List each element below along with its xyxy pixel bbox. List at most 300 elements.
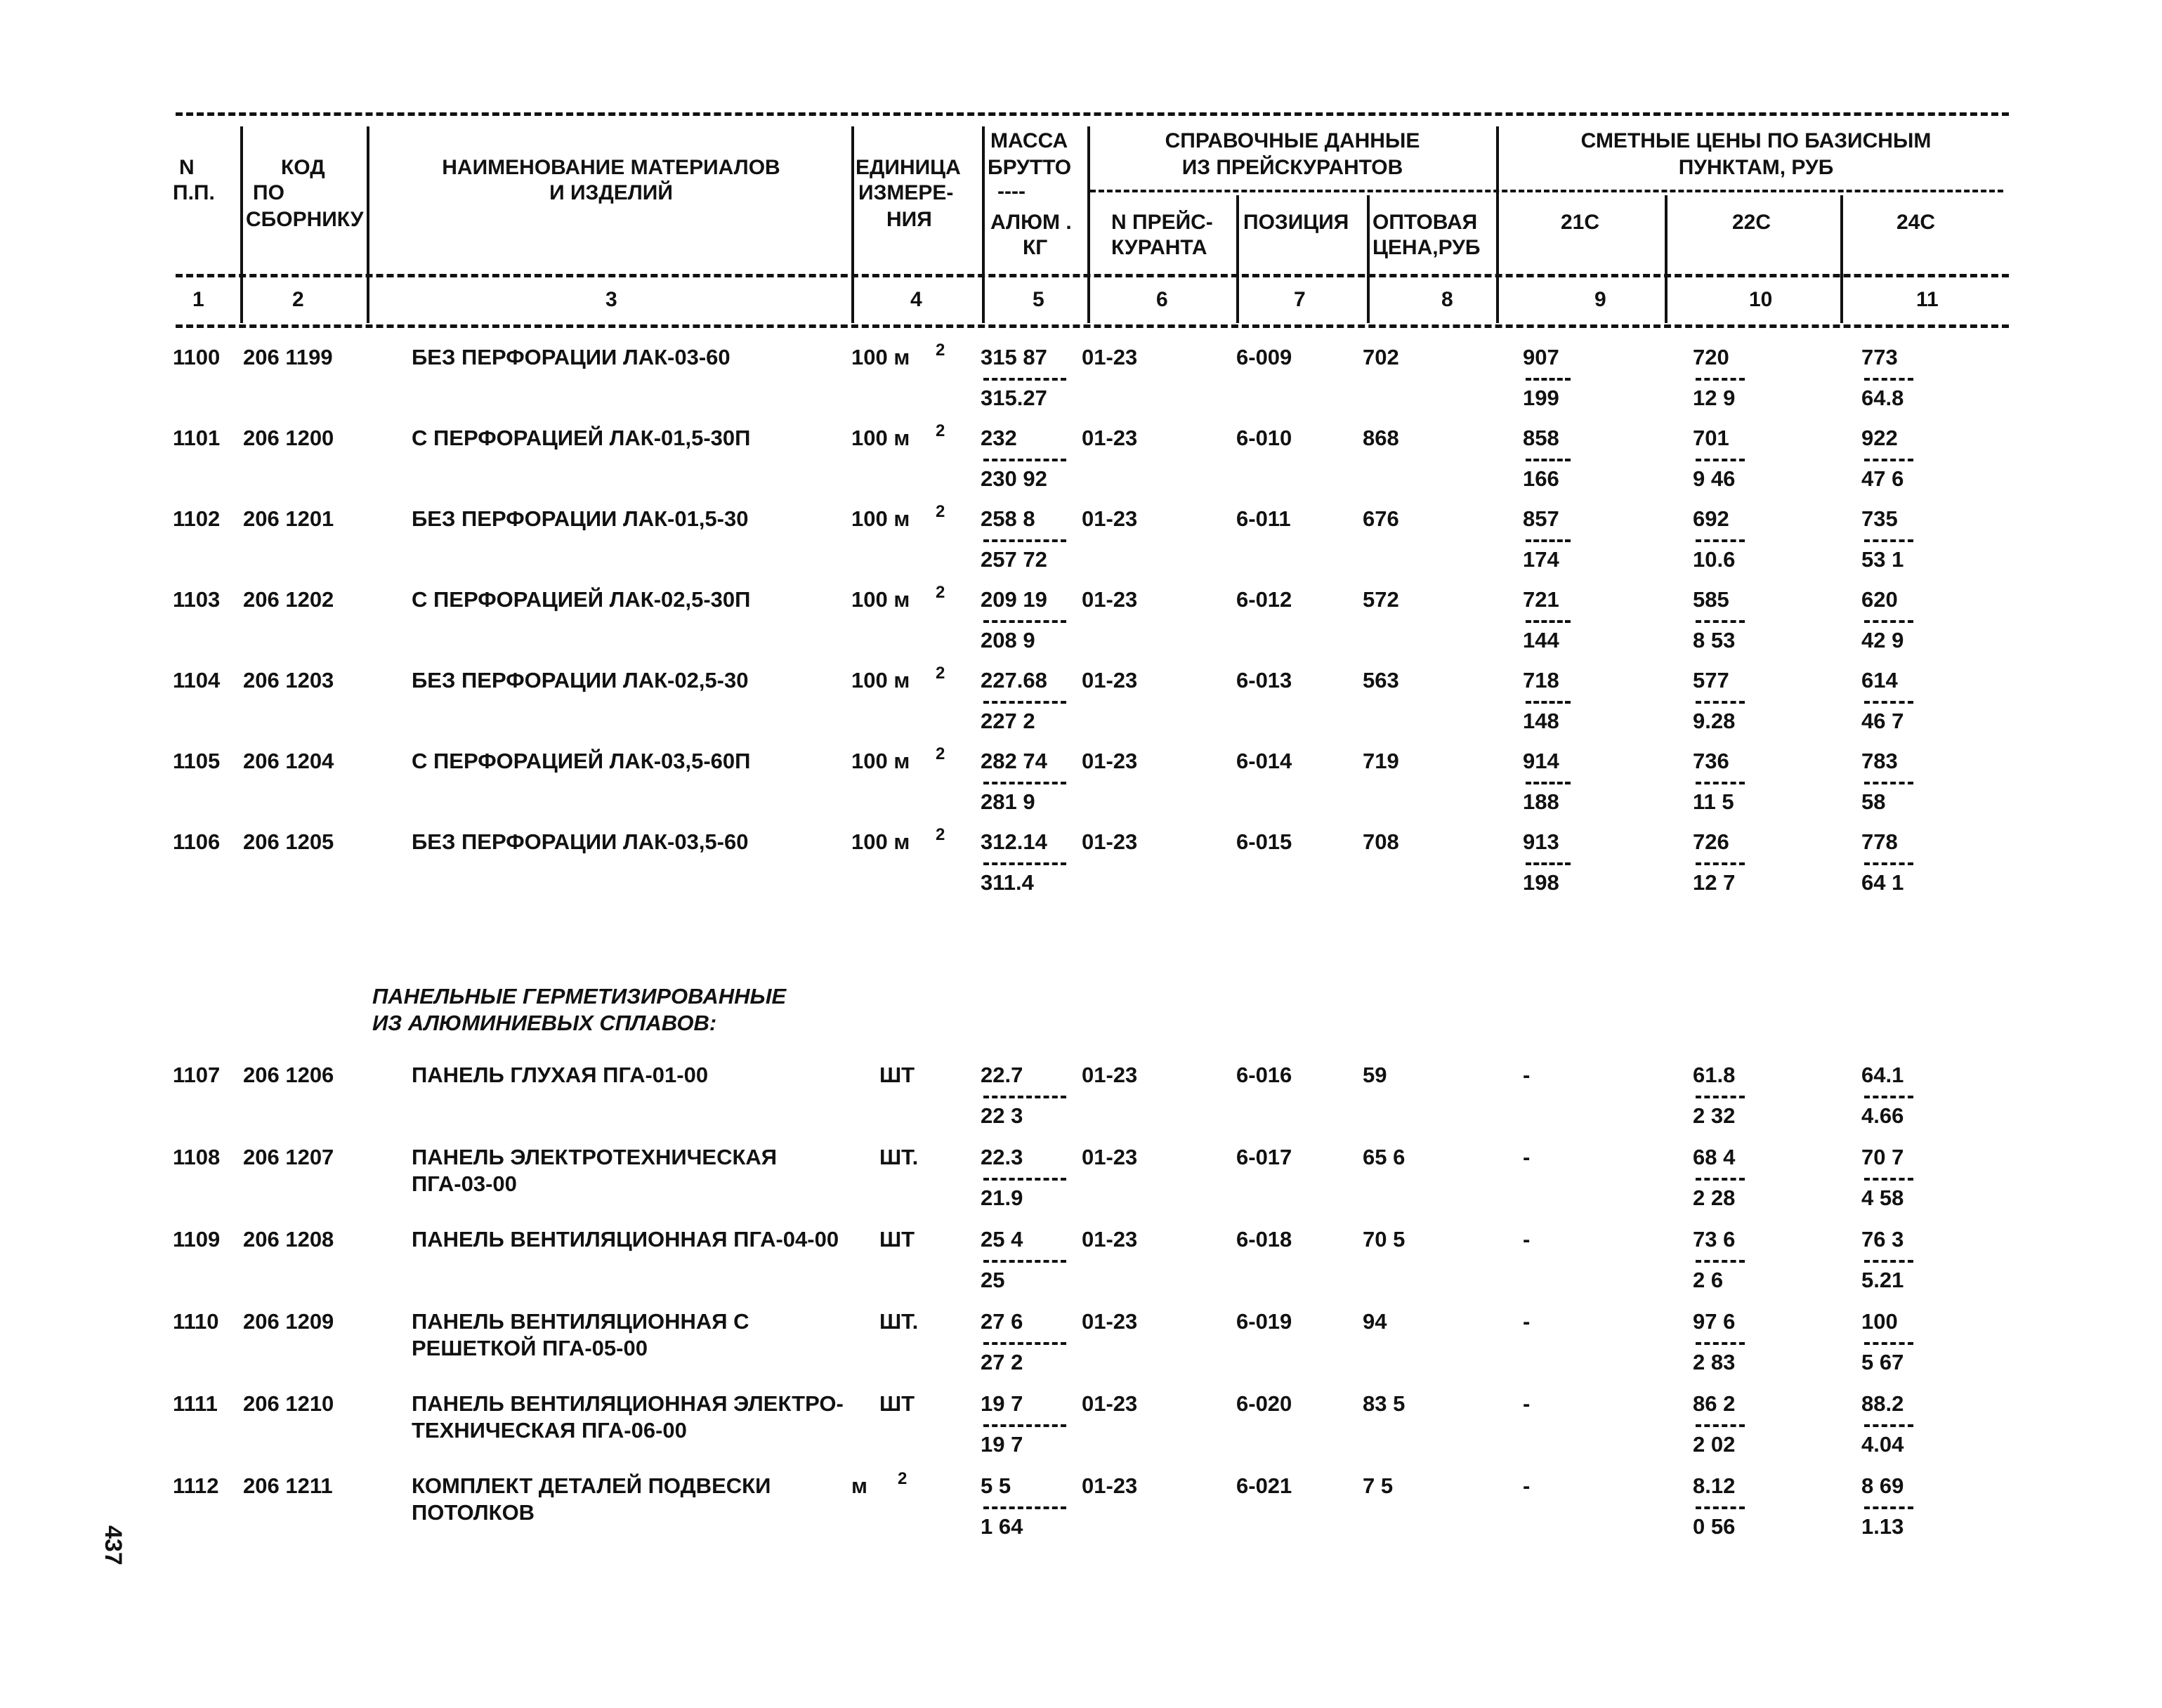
fraction-separator: [983, 1424, 1066, 1427]
row-price-21c: 914: [1523, 749, 1559, 773]
header-col3-line1: НАИМЕНОВАНИЕ МАТЕРИАЛОВ: [442, 156, 780, 179]
header-top-rule: [176, 112, 2009, 116]
row-price-24c: 773: [1861, 345, 1898, 369]
row-name: ПАНЕЛЬ ЭЛЕКТРОТЕХНИЧЕСКАЯ: [412, 1145, 778, 1169]
row-unit: ШТ: [879, 1227, 915, 1252]
row-mass: 5 5: [981, 1473, 1011, 1498]
row-code: 206 1200: [243, 426, 334, 450]
row-price-21c: -: [1523, 1145, 1531, 1169]
row-name: С ПЕРФОРАЦИЕЙ ЛАК-02,5-30П: [412, 587, 751, 612]
row-price-21c-low: 144: [1523, 628, 1559, 652]
header-col9: 21С: [1561, 211, 1600, 234]
row-price-21c-low: 188: [1523, 789, 1559, 814]
row-price-22c-low: 2 32: [1693, 1103, 1736, 1128]
row-price-list: 01-23: [1082, 426, 1138, 450]
col-number: 5: [1033, 288, 1044, 311]
row-price-21c-low: 166: [1523, 466, 1559, 491]
section-title-line2: ИЗ АЛЮМИНИЕВЫХ СПЛАВОВ:: [372, 1011, 717, 1035]
row-price-21c: -: [1523, 1227, 1531, 1252]
row-code: 206 1206: [243, 1063, 334, 1087]
fraction-separator: [983, 620, 1066, 623]
row-number: 1109: [173, 1227, 221, 1252]
row-price-22c-low: 8 53: [1693, 628, 1736, 652]
row-name: РЕШЕТКОЙ ПГА-05-00: [412, 1336, 648, 1360]
row-price-22c-low: 9.28: [1693, 709, 1736, 733]
row-price-22c-low: 2 6: [1693, 1268, 1724, 1292]
row-name: КОМПЛЕКТ ДЕТАЛЕЙ ПОДВЕСКИ: [412, 1473, 771, 1498]
fraction-separator: [983, 459, 1066, 461]
row-price-24c: 88.2: [1861, 1391, 1904, 1416]
row-price-21c: 913: [1523, 829, 1559, 854]
col-number: 2: [292, 288, 304, 311]
row-unit-superscript: 2: [936, 664, 945, 683]
header-divider: [367, 126, 369, 323]
col-number: 10: [1749, 288, 1773, 311]
row-price-22c: 73 6: [1693, 1227, 1736, 1252]
row-mass-aluminium: 257 72: [981, 547, 1047, 572]
row-mass-aluminium: 208 9: [981, 628, 1035, 652]
row-price-21c: 857: [1523, 506, 1559, 531]
row-mass-aluminium: 27 2: [981, 1350, 1023, 1374]
header-divider: [1665, 195, 1668, 323]
row-unit: 100 м: [851, 506, 910, 531]
row-unit-superscript: 2: [936, 421, 945, 440]
row-price-24c-low: 4.66: [1861, 1103, 1904, 1128]
header-col2-line2: ПО: [253, 181, 284, 204]
header-col1-line1: N: [179, 156, 195, 179]
row-code: 206 1211: [243, 1473, 333, 1498]
row-mass: 232: [981, 426, 1017, 450]
header-divider: [982, 126, 985, 323]
row-number: 1103: [173, 587, 221, 612]
fraction-separator: [1696, 1096, 1745, 1098]
row-price-22c: 97 6: [1693, 1309, 1736, 1334]
row-price-24c-low: 53 1: [1861, 547, 1904, 572]
row-name: С ПЕРФОРАЦИЕЙ ЛАК-03,5-60П: [412, 749, 751, 773]
row-price-21c-low: 199: [1523, 386, 1559, 410]
row-price-22c-low: 2 02: [1693, 1432, 1736, 1457]
row-price-24c-low: 4 58: [1861, 1185, 1904, 1210]
col-number: 11: [1916, 288, 1939, 311]
header-col6-line1: N ПРЕЙС-: [1111, 211, 1213, 234]
row-price-22c-low: 9 46: [1693, 466, 1736, 491]
row-price-list: 01-23: [1082, 1145, 1138, 1169]
row-mass-aluminium: 281 9: [981, 789, 1035, 814]
header-col2-line3: СБОРНИКУ: [246, 208, 364, 231]
row-mass-aluminium: 25: [981, 1268, 1005, 1292]
fraction-separator: [1864, 862, 1913, 865]
col-number: 9: [1594, 288, 1606, 311]
row-price-24c: 70 7: [1861, 1145, 1904, 1169]
row-position: 6-017: [1236, 1145, 1292, 1169]
row-mass: 282 74: [981, 749, 1047, 773]
row-price-24c: 64.1: [1861, 1063, 1904, 1087]
fraction-separator: [1526, 620, 1571, 623]
fraction-separator: [1864, 782, 1913, 784]
col-number: 1: [192, 288, 204, 311]
fraction-separator: [983, 701, 1066, 704]
col-number: 7: [1294, 288, 1306, 311]
fraction-separator: [1864, 1096, 1913, 1098]
fraction-separator: [1526, 539, 1571, 542]
row-number: 1104: [173, 668, 221, 692]
row-price-22c: 86 2: [1693, 1391, 1736, 1416]
row-price-24c: 778: [1861, 829, 1898, 854]
row-price-24c: 8 69: [1861, 1473, 1904, 1498]
header-divider: [1367, 195, 1370, 323]
row-price-24c: 735: [1861, 506, 1898, 531]
header-col7-line1: ПОЗИЦИЯ: [1243, 211, 1349, 234]
row-price-22c: 8.12: [1693, 1473, 1736, 1498]
fraction-separator: [1696, 539, 1745, 542]
row-unit-superscript: 2: [936, 583, 945, 602]
fraction-separator: [983, 1342, 1066, 1345]
row-number: 1108: [173, 1145, 221, 1169]
row-mass: 258 8: [981, 506, 1035, 531]
header-col1-line2: П.П.: [173, 181, 215, 204]
header-col5-unit2: КГ: [1023, 236, 1048, 259]
row-position: 6-010: [1236, 426, 1292, 450]
row-wholesale-price: 65 6: [1363, 1145, 1406, 1169]
row-price-22c-low: 12 9: [1693, 386, 1736, 410]
row-price-24c: 614: [1861, 668, 1898, 692]
row-code: 206 1205: [243, 829, 334, 854]
row-name: ПГА-03-00: [412, 1171, 517, 1196]
row-number: 1110: [173, 1309, 219, 1334]
row-code: 206 1199: [243, 345, 333, 369]
header-divider: [1496, 126, 1499, 323]
row-price-24c-low: 46 7: [1861, 709, 1904, 733]
row-price-24c: 76 3: [1861, 1227, 1904, 1252]
row-price-21c: -: [1523, 1391, 1531, 1416]
row-position: 6-016: [1236, 1063, 1292, 1087]
row-position: 6-020: [1236, 1391, 1292, 1416]
row-code: 206 1207: [243, 1145, 334, 1169]
fraction-separator: [1864, 1424, 1913, 1427]
fraction-separator: [1864, 539, 1913, 542]
row-price-24c: 922: [1861, 426, 1898, 450]
row-code: 206 1202: [243, 587, 334, 612]
row-price-list: 01-23: [1082, 345, 1138, 369]
header-col5-line1: МАССА: [990, 129, 1068, 152]
row-unit: 100 м: [851, 426, 910, 450]
row-price-24c-low: 58: [1861, 789, 1886, 814]
row-price-24c-low: 1.13: [1861, 1514, 1904, 1539]
fraction-separator: [1696, 459, 1745, 461]
row-number: 1106: [173, 829, 221, 854]
row-position: 6-009: [1236, 345, 1292, 369]
row-unit: 100 м: [851, 829, 910, 854]
fraction-separator: [1526, 459, 1571, 461]
row-mass: 25 4: [981, 1227, 1023, 1252]
row-name: БЕЗ ПЕРФОРАЦИИ ЛАК-02,5-30: [412, 668, 749, 692]
row-price-list: 01-23: [1082, 1309, 1138, 1334]
row-name: ПАНЕЛЬ ВЕНТИЛЯЦИОННАЯ ЭЛЕКТРО-: [412, 1391, 844, 1416]
row-unit-superscript: 2: [898, 1469, 908, 1488]
fraction-separator: [1696, 620, 1745, 623]
row-price-24c: 783: [1861, 749, 1898, 773]
row-unit-superscript: 2: [936, 744, 945, 763]
header-mid-rule: [176, 274, 2009, 277]
row-wholesale-price: 868: [1363, 426, 1399, 450]
row-price-21c: 858: [1523, 426, 1559, 450]
row-wholesale-price: 7 5: [1363, 1473, 1394, 1498]
row-position: 6-013: [1236, 668, 1292, 692]
row-unit: ШТ.: [879, 1309, 919, 1334]
row-code: 206 1203: [243, 668, 334, 692]
row-number: 1101: [173, 426, 221, 450]
row-number: 1111: [173, 1391, 218, 1416]
row-name: ПАНЕЛЬ ГЛУХАЯ ПГА-01-00: [412, 1063, 709, 1087]
row-mass-aluminium: 311.4: [981, 870, 1034, 895]
header-col5-line3: ----: [997, 180, 1026, 203]
fraction-separator: [983, 378, 1066, 381]
row-price-list: 01-23: [1082, 668, 1138, 692]
row-price-22c: 577: [1693, 668, 1729, 692]
fraction-separator: [983, 1506, 1066, 1509]
row-name: С ПЕРФОРАЦИЕЙ ЛАК-01,5-30П: [412, 426, 751, 450]
row-mass: 22.7: [981, 1063, 1023, 1087]
ref-group-line1: СПРАВОЧНЫЕ ДАННЫЕ: [1165, 129, 1420, 152]
header-divider: [1236, 195, 1239, 323]
col-number: 4: [910, 288, 922, 311]
header-bottom-rule: [176, 324, 2009, 328]
row-name: ПАНЕЛЬ ВЕНТИЛЯЦИОННАЯ ПГА-04-00: [412, 1227, 839, 1252]
row-name: ТЕХНИЧЕСКАЯ ПГА-06-00: [412, 1418, 687, 1443]
fraction-separator: [1864, 1342, 1913, 1345]
row-price-21c: 907: [1523, 345, 1559, 369]
fraction-separator: [1526, 701, 1571, 704]
row-unit-superscript: 2: [936, 825, 945, 844]
col-number: 6: [1156, 288, 1168, 311]
row-mass-aluminium: 21.9: [981, 1185, 1023, 1210]
row-price-21c-low: 148: [1523, 709, 1559, 733]
row-position: 6-012: [1236, 587, 1292, 612]
row-unit: м: [851, 1473, 867, 1498]
fraction-separator: [983, 539, 1066, 542]
row-price-22c: 692: [1693, 506, 1729, 531]
row-price-list: 01-23: [1082, 1063, 1138, 1087]
row-position: 6-014: [1236, 749, 1292, 773]
fraction-separator: [983, 1178, 1066, 1181]
fraction-separator: [1696, 378, 1745, 381]
row-price-24c-low: 64 1: [1861, 870, 1904, 895]
fraction-separator: [1864, 459, 1913, 461]
row-price-list: 01-23: [1082, 506, 1138, 531]
row-price-21c-low: 174: [1523, 547, 1559, 572]
fraction-separator: [1696, 1178, 1745, 1181]
row-wholesale-price: 70 5: [1363, 1227, 1406, 1252]
price-group-line2: ПУНКТАМ, РУБ: [1678, 156, 1834, 179]
col-number: 8: [1441, 288, 1453, 311]
row-price-21c: -: [1523, 1309, 1531, 1334]
ref-group-line2: ИЗ ПРЕЙСКУРАНТОВ: [1181, 156, 1403, 179]
row-code: 206 1208: [243, 1227, 334, 1252]
row-price-24c-low: 42 9: [1861, 628, 1904, 652]
row-price-24c-low: 47 6: [1861, 466, 1904, 491]
row-wholesale-price: 83 5: [1363, 1391, 1406, 1416]
row-price-list: 01-23: [1082, 587, 1138, 612]
row-position: 6-018: [1236, 1227, 1292, 1252]
fraction-separator: [1526, 862, 1571, 865]
row-price-22c-low: 11 5: [1693, 789, 1734, 814]
fraction-separator: [983, 862, 1066, 865]
row-number: 1100: [173, 345, 221, 369]
fraction-separator: [1696, 1342, 1745, 1345]
row-name: БЕЗ ПЕРФОРАЦИИ ЛАК-03-60: [412, 345, 731, 369]
row-number: 1102: [173, 506, 221, 531]
row-price-22c: 61.8: [1693, 1063, 1736, 1087]
row-mass: 315 87: [981, 345, 1047, 369]
row-name: ПАНЕЛЬ ВЕНТИЛЯЦИОННАЯ С: [412, 1309, 749, 1334]
row-number: 1105: [173, 749, 221, 773]
row-price-list: 01-23: [1082, 1473, 1138, 1498]
row-position: 6-019: [1236, 1309, 1292, 1334]
fraction-separator: [1696, 862, 1745, 865]
page-number: 437: [100, 1525, 126, 1565]
row-code: 206 1201: [243, 506, 334, 531]
header-sub-rule: [1090, 190, 2003, 192]
fraction-separator: [1526, 378, 1571, 381]
header-col4-line2: ИЗМЕРЕ-: [858, 181, 954, 204]
row-price-21c: -: [1523, 1473, 1531, 1498]
header-col2-line1: КОД: [281, 156, 325, 179]
header-divider: [240, 126, 243, 323]
section-title-line1: ПАНЕЛЬНЫЕ ГЕРМЕТИЗИРОВАННЫЕ: [372, 984, 787, 1009]
row-mass: 209 19: [981, 587, 1047, 612]
fraction-separator: [983, 782, 1066, 784]
row-mass: 227.68: [981, 668, 1047, 692]
price-group-line1: СМЕТНЫЕ ЦЕНЫ ПО БАЗИСНЫМ: [1580, 129, 1932, 152]
header-col10: 22С: [1732, 211, 1771, 234]
row-wholesale-price: 563: [1363, 668, 1399, 692]
row-wholesale-price: 702: [1363, 345, 1399, 369]
row-name: БЕЗ ПЕРФОРАЦИИ ЛАК-03,5-60: [412, 829, 749, 854]
row-mass-aluminium: 315.27: [981, 386, 1047, 410]
row-unit: ШТ.: [879, 1145, 919, 1169]
row-price-list: 01-23: [1082, 829, 1138, 854]
fraction-separator: [1864, 378, 1913, 381]
row-mass-aluminium: 227 2: [981, 709, 1035, 733]
row-code: 206 1204: [243, 749, 334, 773]
fraction-separator: [1864, 620, 1913, 623]
fraction-separator: [1864, 1178, 1913, 1181]
row-mass: 27 6: [981, 1309, 1023, 1334]
fraction-separator: [1864, 1260, 1913, 1263]
row-number: 1112: [173, 1473, 219, 1498]
row-price-24c-low: 4.04: [1861, 1432, 1904, 1457]
row-price-22c-low: 12 7: [1693, 870, 1736, 895]
fraction-separator: [1526, 782, 1571, 784]
header-col8-line2: ЦЕНА,РУБ: [1372, 236, 1481, 259]
row-mass: 312.14: [981, 829, 1047, 854]
row-unit: 100 м: [851, 749, 910, 773]
header-col4-line1: ЕДИНИЦА: [856, 156, 961, 179]
fraction-separator: [983, 1260, 1066, 1263]
row-price-22c: 701: [1693, 426, 1729, 450]
header-col11: 24С: [1896, 211, 1936, 234]
row-unit: ШТ: [879, 1063, 915, 1087]
row-price-22c: 726: [1693, 829, 1729, 854]
fraction-separator: [1696, 1424, 1745, 1427]
row-unit: ШТ: [879, 1391, 915, 1416]
header-divider: [851, 126, 854, 323]
row-wholesale-price: 676: [1363, 506, 1399, 531]
row-price-22c: 720: [1693, 345, 1729, 369]
header-divider: [1840, 195, 1843, 323]
header-col4-line3: НИЯ: [886, 208, 932, 231]
row-wholesale-price: 94: [1363, 1309, 1387, 1334]
row-unit-superscript: 2: [936, 341, 945, 360]
row-name: БЕЗ ПЕРФОРАЦИИ ЛАК-01,5-30: [412, 506, 749, 531]
row-price-24c: 620: [1861, 587, 1898, 612]
header-col3-line2: И ИЗДЕЛИЙ: [549, 181, 673, 204]
row-unit: 100 м: [851, 587, 910, 612]
row-mass-aluminium: 22 3: [981, 1103, 1023, 1128]
row-position: 6-015: [1236, 829, 1292, 854]
fraction-separator: [1696, 1506, 1745, 1509]
row-position: 6-021: [1236, 1473, 1292, 1498]
row-code: 206 1210: [243, 1391, 334, 1416]
row-price-21c: 718: [1523, 668, 1559, 692]
row-wholesale-price: 708: [1363, 829, 1399, 854]
row-price-21c: 721: [1523, 587, 1559, 612]
row-price-24c-low: 64.8: [1861, 386, 1904, 410]
fraction-separator: [1696, 1260, 1745, 1263]
row-position: 6-011: [1236, 506, 1291, 531]
row-price-list: 01-23: [1082, 1227, 1138, 1252]
row-price-24c-low: 5 67: [1861, 1350, 1904, 1374]
row-price-22c-low: 2 28: [1693, 1185, 1736, 1210]
row-price-21c-low: 198: [1523, 870, 1559, 895]
fraction-separator: [1696, 701, 1745, 704]
row-wholesale-price: 572: [1363, 587, 1399, 612]
row-price-list: 01-23: [1082, 1391, 1138, 1416]
row-price-22c: 736: [1693, 749, 1729, 773]
row-mass-aluminium: 230 92: [981, 466, 1047, 491]
row-name: ПОТОЛКОВ: [412, 1500, 535, 1525]
row-unit: 100 м: [851, 668, 910, 692]
row-price-22c: 585: [1693, 587, 1729, 612]
row-price-24c: 100: [1861, 1309, 1898, 1334]
row-code: 206 1209: [243, 1309, 334, 1334]
header-col5-unit1: АЛЮМ .: [990, 211, 1072, 234]
row-number: 1107: [173, 1063, 221, 1087]
row-price-22c-low: 2 83: [1693, 1350, 1736, 1374]
fraction-separator: [1864, 701, 1913, 704]
row-unit-superscript: 2: [936, 502, 945, 521]
row-wholesale-price: 719: [1363, 749, 1399, 773]
header-col8-line1: ОПТОВАЯ: [1372, 211, 1478, 234]
fraction-separator: [1864, 1506, 1913, 1509]
row-price-21c: -: [1523, 1063, 1531, 1087]
row-unit: 100 м: [851, 345, 910, 369]
row-price-list: 01-23: [1082, 749, 1138, 773]
header-col6-line2: КУРАНТА: [1111, 236, 1207, 259]
row-mass-aluminium: 1 64: [981, 1514, 1023, 1539]
row-price-24c-low: 5.21: [1861, 1268, 1904, 1292]
row-price-22c-low: 0 56: [1693, 1514, 1736, 1539]
header-col5-line2: БРУТТО: [988, 156, 1072, 179]
col-number: 3: [605, 288, 617, 311]
row-price-22c: 68 4: [1693, 1145, 1736, 1169]
row-wholesale-price: 59: [1363, 1063, 1387, 1087]
row-price-22c-low: 10.6: [1693, 547, 1736, 572]
fraction-separator: [1696, 782, 1745, 784]
row-mass: 22.3: [981, 1145, 1023, 1169]
fraction-separator: [983, 1096, 1066, 1098]
row-mass-aluminium: 19 7: [981, 1432, 1023, 1457]
